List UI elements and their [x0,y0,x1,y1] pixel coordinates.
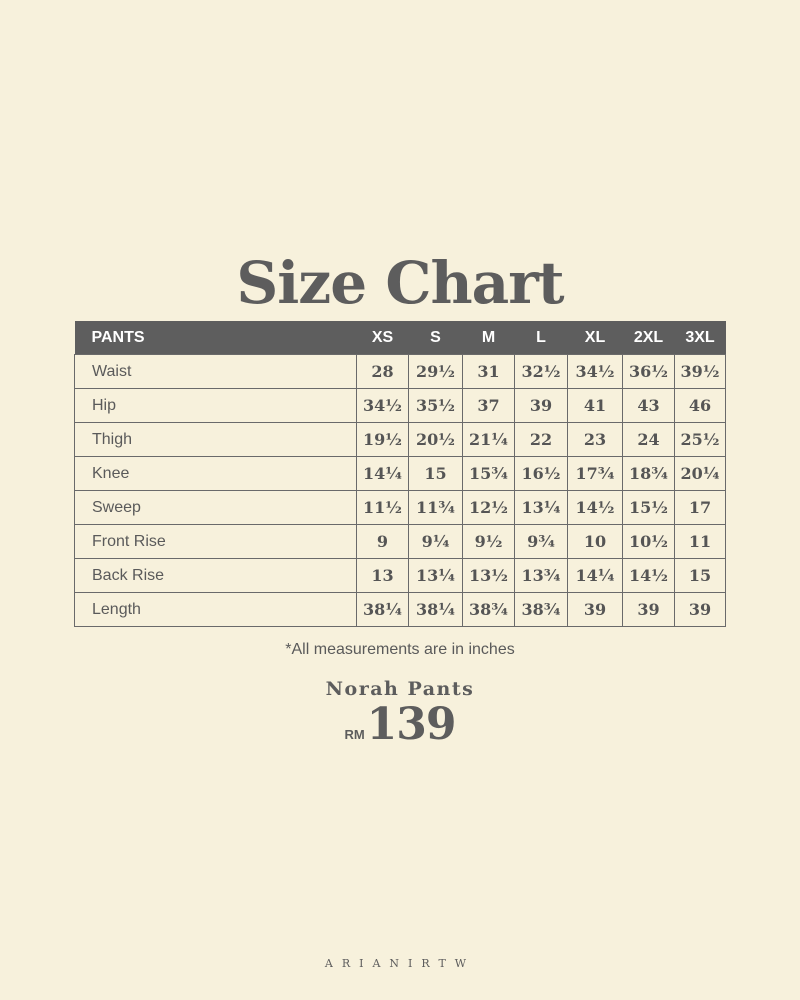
table-cell: 24 [623,423,675,457]
table-cell: 9¼ [409,525,463,559]
table-row [75,423,726,457]
table-cell: 39 [515,389,568,423]
table-row [75,355,726,389]
size-header-3xl: 3XL [675,321,726,355]
table-cell: 17¾ [568,457,623,491]
table-cell: 22 [515,423,568,457]
table-cell: 38¾ [515,593,568,627]
table-cell: 13¾ [515,559,568,593]
size-header-xl: XL [568,321,623,355]
table-cell: 38¼ [409,593,463,627]
table-cell: 32½ [515,355,568,389]
table-cell: 37 [463,389,515,423]
table-row [75,525,726,559]
row-label: Thigh [75,423,357,457]
row-label: Knee [75,457,357,491]
table-cell: 35½ [409,389,463,423]
product-price [0,700,800,760]
row-label: Hip [75,389,357,423]
table-cell: 25½ [675,423,726,457]
row-label: Sweep [75,491,357,525]
row-label: Length [75,593,357,627]
table-cell: 29½ [409,355,463,389]
table-header-label: PANTS [75,321,357,355]
table-cell: 15 [409,457,463,491]
table-cell: 39 [675,593,726,627]
row-label: Waist [75,355,357,389]
table-cell: 21¼ [463,423,515,457]
table-row [75,491,726,525]
measurement-note: *All measurements are in inches [285,641,515,658]
table-cell: 20½ [409,423,463,457]
table-cell: 41 [568,389,623,423]
table-cell: 13¼ [409,559,463,593]
table-cell: 9½ [463,525,515,559]
table-cell: 15¾ [463,457,515,491]
table-cell: 15 [675,559,726,593]
table-row [75,593,726,627]
table-cell: 12½ [463,491,515,525]
table-cell: 11¾ [409,491,463,525]
table-cell: 39½ [675,355,726,389]
brand-logo: ARIANIRTW [324,957,476,970]
page-title: Size Chart [236,249,564,317]
table-row [75,457,726,491]
table-cell: 31 [463,355,515,389]
table-cell: 46 [675,389,726,423]
table-cell: 38¼ [357,593,409,627]
table-cell: 28 [357,355,409,389]
table-cell: 14¼ [568,559,623,593]
table-cell: 13½ [463,559,515,593]
table-cell: 18¾ [623,457,675,491]
table-cell: 39 [623,593,675,627]
table-cell: 13¼ [515,491,568,525]
table-cell: 9¾ [515,525,568,559]
table-cell: 15½ [623,491,675,525]
table-cell: 9 [357,525,409,559]
price-currency: RM [344,727,365,742]
table-cell: 11 [675,525,726,559]
table-header-row [75,321,726,355]
table-row [75,389,726,423]
size-header-l: L [515,321,568,355]
row-label: Front Rise [75,525,357,559]
table-cell: 36½ [623,355,675,389]
table-cell: 39 [568,593,623,627]
table-cell: 14¼ [357,457,409,491]
product-name: Norah Pants [325,678,475,700]
size-header-xs: XS [357,321,409,355]
table-cell: 34½ [357,389,409,423]
size-header-2xl: 2XL [623,321,675,355]
table-cell: 10 [568,525,623,559]
size-header-s: S [409,321,463,355]
table-cell: 16½ [515,457,568,491]
table-cell: 14½ [568,491,623,525]
table-cell: 23 [568,423,623,457]
row-label: Back Rise [75,559,357,593]
table-cell: 13 [357,559,409,593]
size-header-m: M [463,321,515,355]
table-cell: 34½ [568,355,623,389]
table-cell: 14½ [623,559,675,593]
table-cell: 17 [675,491,726,525]
table-cell: 11½ [357,491,409,525]
price-amount: 139 [366,699,456,750]
table-cell: 10½ [623,525,675,559]
size-chart-table [74,321,726,627]
table-cell: 19½ [357,423,409,457]
table-row [75,559,726,593]
table-cell: 38¾ [463,593,515,627]
table-cell: 43 [623,389,675,423]
table-cell: 20¼ [675,457,726,491]
